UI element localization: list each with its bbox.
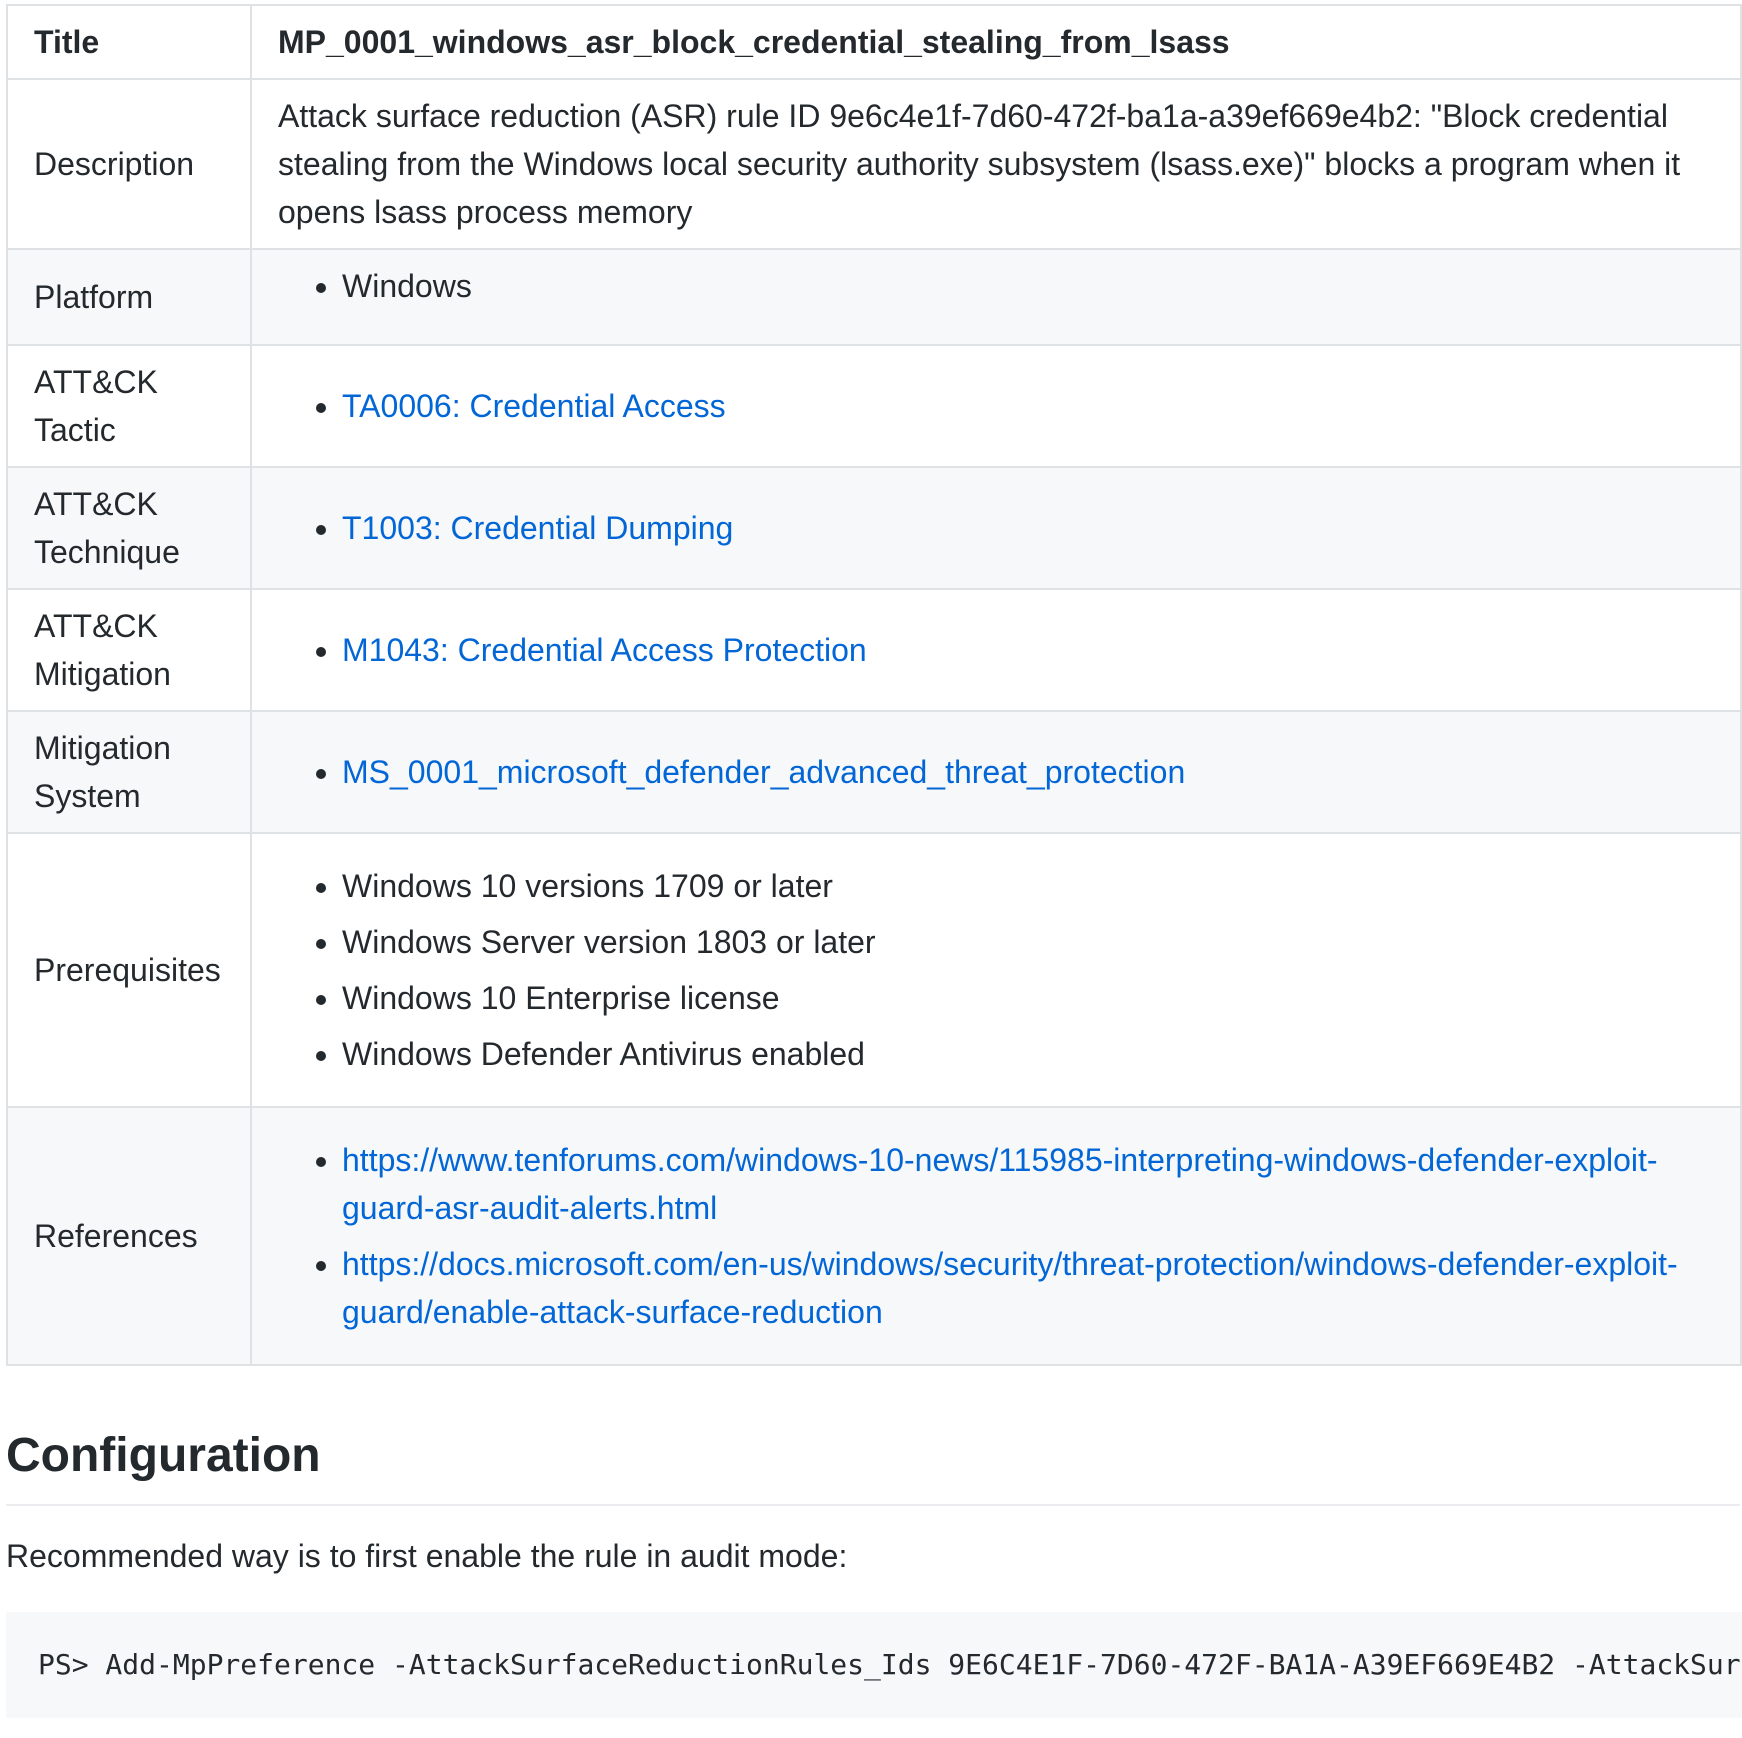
references-key: References bbox=[7, 1107, 251, 1365]
code-block: PS> Add-MpPreference -AttackSurfaceReductionRules_Ids 9E6C4E1F-7D60-472F-BA1A-A39EF669E4B2 -AttackSur bbox=[6, 1612, 1742, 1718]
list-item: • Windows 10 versions 1709 or later bbox=[342, 862, 1714, 910]
technique-value bbox=[251, 467, 1741, 589]
list-item: • Windows 10 Enterprise license bbox=[342, 974, 1714, 1022]
mitigation-system-list bbox=[278, 748, 1714, 796]
list-item bbox=[342, 626, 1714, 674]
list-item bbox=[342, 748, 1714, 796]
mitigation-system-link[interactable]: MS_0001_microsoft_defender_advanced_threat_protection bbox=[342, 754, 1186, 790]
metadata-table bbox=[6, 4, 1742, 1366]
mitigation-system-value bbox=[251, 711, 1741, 833]
reference-link-2[interactable]: https://docs.microsoft.com/en-us/windows/security/threat-protection/windows-defender-exploit-guard/enable-attack-surface-reduction bbox=[342, 1246, 1678, 1330]
mitigation-list bbox=[278, 626, 1714, 674]
tactic-value bbox=[251, 345, 1741, 467]
table-row-mitigation bbox=[7, 589, 1741, 711]
description-key: Description bbox=[7, 79, 251, 249]
mitigation-link[interactable]: M1043: Credential Access Protection bbox=[342, 632, 867, 668]
platform-list bbox=[278, 262, 1714, 310]
table-row-title bbox=[7, 5, 1741, 79]
title-value: MP_0001_windows_asr_block_credential_stealing_from_lsass bbox=[251, 5, 1741, 79]
mitigation-system-key: Mitigation System bbox=[7, 711, 251, 833]
prerequisites-list bbox=[278, 862, 1714, 1078]
tactic-list bbox=[278, 382, 1714, 430]
technique-key: ATT&CK Technique bbox=[7, 467, 251, 589]
table-row-mitigation-system bbox=[7, 711, 1741, 833]
configuration-intro: Recommended way is to first enable the rule in audit mode: bbox=[6, 1538, 848, 1574]
tactic-link[interactable]: TA0006: Credential Access bbox=[342, 388, 726, 424]
table-row-tactic bbox=[7, 345, 1741, 467]
reference-link-1[interactable]: https://www.tenforums.com/windows-10-news/115985-interpreting-windows-defender-exploit-guard-asr-audit-alerts.html bbox=[342, 1142, 1658, 1226]
description-value: Attack surface reduction (ASR) rule ID 9e6c4e1f-7d60-472f-ba1a-a39ef669e4b2: "Block credential stealing from the Windows local security authority subsystem (lsass.exe)" blocks a program when it opens lsass process memory bbox=[251, 79, 1741, 249]
title-key: Title bbox=[7, 5, 251, 79]
list-item bbox=[342, 1240, 1714, 1336]
table-row-platform bbox=[7, 249, 1741, 345]
prerequisites-key: Prerequisites bbox=[7, 833, 251, 1107]
table-row-prerequisites bbox=[7, 833, 1741, 1107]
list-item bbox=[342, 1136, 1714, 1232]
platform-key: Platform bbox=[7, 249, 251, 345]
configuration-heading: Configuration bbox=[6, 1420, 1740, 1506]
platform-value bbox=[251, 249, 1741, 345]
technique-list bbox=[278, 504, 1714, 552]
table-row-description bbox=[7, 79, 1741, 249]
mitigation-value bbox=[251, 589, 1741, 711]
list-item bbox=[342, 382, 1714, 430]
table-row-technique bbox=[7, 467, 1741, 589]
references-list bbox=[278, 1136, 1714, 1336]
list-item: • Windows bbox=[342, 262, 1714, 310]
list-item bbox=[342, 504, 1714, 552]
tactic-key: ATT&CK Tactic bbox=[7, 345, 251, 467]
technique-link[interactable]: T1003: Credential Dumping bbox=[342, 510, 734, 546]
references-value bbox=[251, 1107, 1741, 1365]
mitigation-key: ATT&CK Mitigation bbox=[7, 589, 251, 711]
list-item: • Windows Server version 1803 or later bbox=[342, 918, 1714, 966]
prerequisites-value bbox=[251, 833, 1741, 1107]
table-row-references bbox=[7, 1107, 1741, 1365]
list-item: • Windows Defender Antivirus enabled bbox=[342, 1030, 1714, 1078]
